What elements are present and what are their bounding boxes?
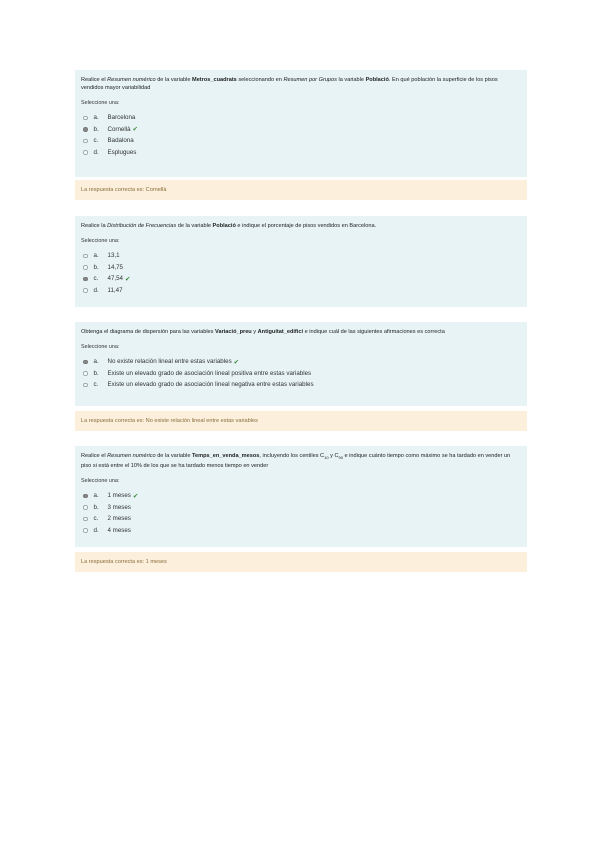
radio-button[interactable] [83, 127, 88, 132]
answer-option[interactable] [81, 379, 521, 391]
radio-button[interactable] [83, 288, 88, 293]
option-letter: a. [93, 492, 99, 500]
option-label: 13,1 [107, 252, 120, 260]
option-letter: a. [93, 252, 99, 260]
question-text-part: la variable [336, 77, 366, 83]
option-label: 3 meses [107, 503, 131, 511]
feedback-3: La respuesta correcta es: No existe relación lineal entre estas variables [75, 411, 527, 431]
answer-option[interactable] [81, 147, 521, 159]
question-text-part: 90 [338, 455, 343, 461]
options-list [81, 250, 521, 296]
answer-option[interactable] [81, 368, 521, 380]
question-text [81, 328, 521, 336]
question-text-part: Obtenga el diagrama de dispersión para las variables [81, 329, 216, 335]
radio-button[interactable] [83, 265, 88, 270]
question-prompt: Seleccione una: [81, 238, 120, 244]
option-letter: a. [93, 114, 99, 122]
option-label: 11,47 [107, 286, 123, 294]
question-3 [75, 322, 527, 406]
question-text-part: e indique el porcentaje de pisos vendidos en Barcelona. [235, 223, 377, 229]
question-1 [75, 70, 527, 177]
question-4 [75, 446, 527, 547]
question-text-part: . En qué población la superficie de los pisos vendidos mayor variabilidad [81, 77, 498, 91]
radio-button[interactable] [83, 360, 88, 365]
option-letter: b. [93, 263, 99, 271]
check-icon: ✔ [233, 358, 240, 366]
options-list [81, 112, 521, 158]
question-prompt: Seleccione una: [81, 344, 120, 350]
check-icon: ✔ [132, 126, 138, 134]
question-text-part: seleccionando en [236, 77, 284, 83]
question-text-part: Resumen por Grupos [283, 77, 337, 83]
question-text-part: e indique cuál de las siguientes afirmaciones es correcta [303, 329, 445, 335]
question-text [81, 452, 521, 470]
option-label: 1 meses [107, 492, 131, 500]
question-text-part: de la variable [155, 77, 193, 83]
option-label: Existe un elevado grado de asociación lineal positiva entre estas variables [107, 369, 312, 377]
option-label: 47,54 [107, 275, 123, 283]
feedback-1: La respuesta correcta es: Cornellà [75, 180, 527, 200]
question-2 [75, 216, 527, 307]
option-letter: c. [93, 381, 99, 389]
answer-option[interactable] [81, 502, 521, 514]
option-letter: a. [93, 358, 99, 366]
option-label: Cornellà [107, 125, 131, 133]
question-prompt: Seleccione una: [81, 100, 120, 106]
answer-option[interactable] [81, 513, 521, 525]
option-label: Existe un elevado grado de asociación lineal negativa entre estas variables [107, 381, 314, 389]
answer-option[interactable] [81, 490, 521, 502]
option-letter: c. [93, 137, 99, 145]
answer-option[interactable] [81, 250, 521, 262]
check-icon: ✔ [124, 275, 131, 283]
option-letter: d. [93, 286, 99, 294]
question-text-part: Realice el [81, 77, 108, 83]
option-label: Barcelona [107, 114, 136, 122]
option-letter: c. [93, 275, 99, 283]
question-prompt: Seleccione una: [81, 478, 120, 485]
answer-option[interactable] [81, 356, 521, 368]
question-text-part: Població [365, 77, 389, 83]
option-label: 2 meses [107, 515, 131, 523]
option-letter: b. [93, 125, 99, 133]
question-text-part: y [251, 329, 258, 335]
options-list [81, 490, 521, 536]
answer-option[interactable] [81, 525, 521, 537]
option-letter: c. [93, 515, 99, 523]
check-icon: ✔ [132, 492, 139, 500]
question-text-part: Població [212, 223, 236, 229]
radio-button[interactable] [83, 505, 88, 510]
question-text-part: Resumen numérico [107, 453, 156, 459]
feedback-4: La respuesta correcta es: 1 meses [75, 552, 527, 572]
question-text-part: , incluyendo los centiles C [259, 453, 325, 459]
option-letter: d. [93, 526, 99, 534]
options-list [81, 356, 521, 391]
radio-button[interactable] [83, 383, 88, 388]
question-text-part: Variació_preu [215, 329, 252, 335]
answer-option[interactable] [81, 285, 521, 297]
radio-button[interactable] [83, 150, 88, 155]
question-text [81, 76, 521, 92]
radio-button[interactable] [83, 116, 88, 121]
question-text-part: 10 [324, 455, 329, 461]
radio-button[interactable] [83, 254, 88, 259]
option-letter: d. [93, 148, 99, 156]
option-letter: b. [93, 503, 99, 511]
question-text-part: Realice la [81, 223, 108, 229]
option-label: 14,75 [107, 263, 123, 271]
question-text-part: Antiguitat_edifici [257, 329, 304, 335]
question-text-part: Resumen numérico [107, 77, 156, 83]
answer-option[interactable] [81, 135, 521, 147]
radio-button[interactable] [83, 277, 88, 282]
question-text-part: Metros_cuadrats [192, 77, 237, 83]
question-text-part: y C [328, 453, 339, 459]
option-letter: b. [93, 369, 99, 377]
answer-option[interactable] [81, 273, 521, 285]
answer-option[interactable] [81, 112, 521, 124]
radio-button[interactable] [83, 371, 88, 376]
answer-option[interactable] [81, 124, 521, 136]
question-text [81, 222, 521, 230]
question-text-part: Temps_en_venda_mesos [192, 453, 260, 459]
option-label: Esplugues [107, 148, 137, 156]
radio-button[interactable] [83, 494, 88, 499]
question-text-part: Distribución de Frecuencias [107, 223, 177, 229]
option-label: 4 meses [107, 526, 131, 534]
question-text-part: e indique cuánto tiempo como máximo se ha tardado en vender un piso si está entre el 10% de los que se ha tardado menos tiempo en vender [81, 453, 511, 470]
question-text-part: Realice el [81, 453, 108, 459]
option-label: Badalona [107, 137, 134, 145]
radio-button[interactable] [83, 517, 88, 522]
radio-button[interactable] [83, 528, 88, 533]
option-label: No existe relación lineal entre estas variables [107, 358, 232, 366]
answer-option[interactable] [81, 262, 521, 274]
radio-button[interactable] [83, 139, 88, 144]
question-text-part: de la variable [155, 453, 193, 459]
question-text-part: de la variable [176, 223, 213, 229]
